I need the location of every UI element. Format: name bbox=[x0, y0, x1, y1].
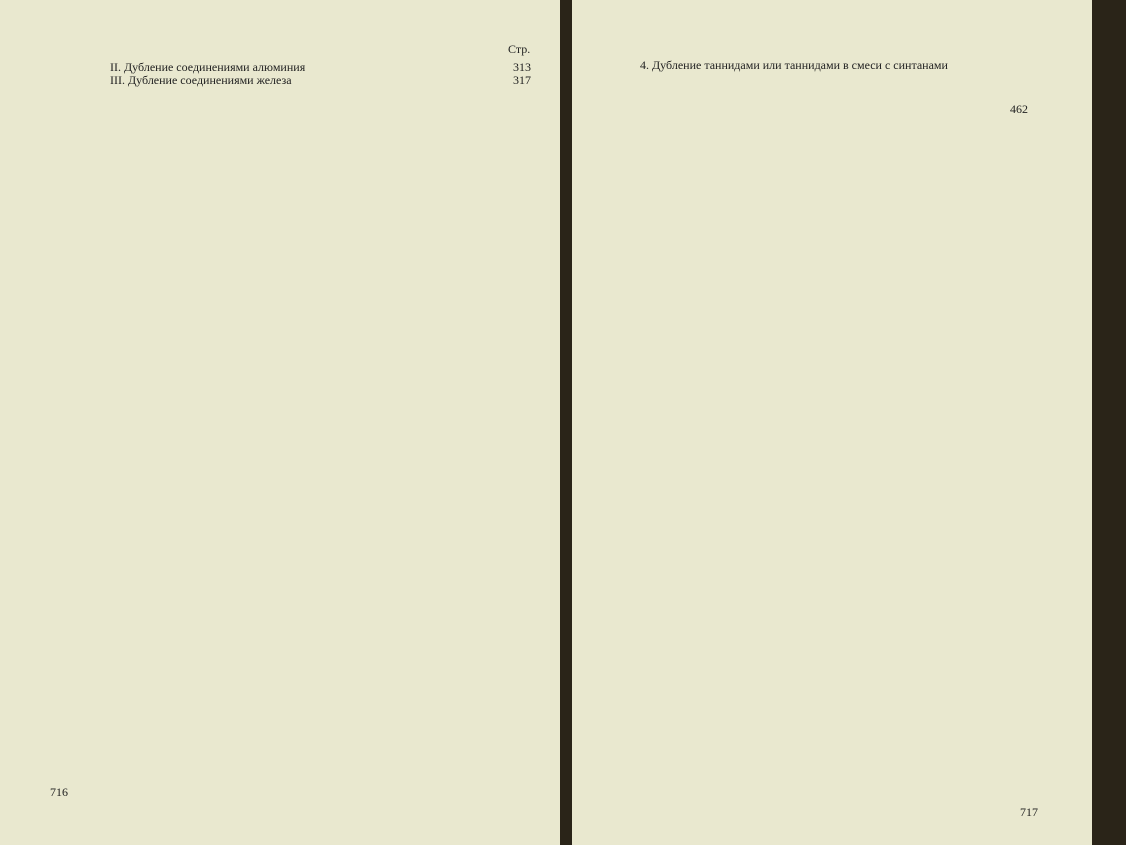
page-number: 716 bbox=[50, 785, 68, 799]
toc-page: 462 bbox=[1010, 102, 1028, 116]
left-page bbox=[0, 0, 560, 845]
toc-page: 317 bbox=[513, 73, 531, 87]
toc-line: II. Дубление соединениями алюминия bbox=[110, 60, 306, 74]
page-number: 717 bbox=[1020, 805, 1038, 819]
right-page bbox=[572, 0, 1092, 845]
toc-page: 313 bbox=[513, 60, 531, 74]
toc-line: 4. Дубление таннидами или таннидами в смеси с синтанами bbox=[640, 58, 948, 72]
toc-line: III. Дубление соединениями железа bbox=[110, 73, 292, 87]
page-col-header: Стр. bbox=[508, 42, 531, 56]
